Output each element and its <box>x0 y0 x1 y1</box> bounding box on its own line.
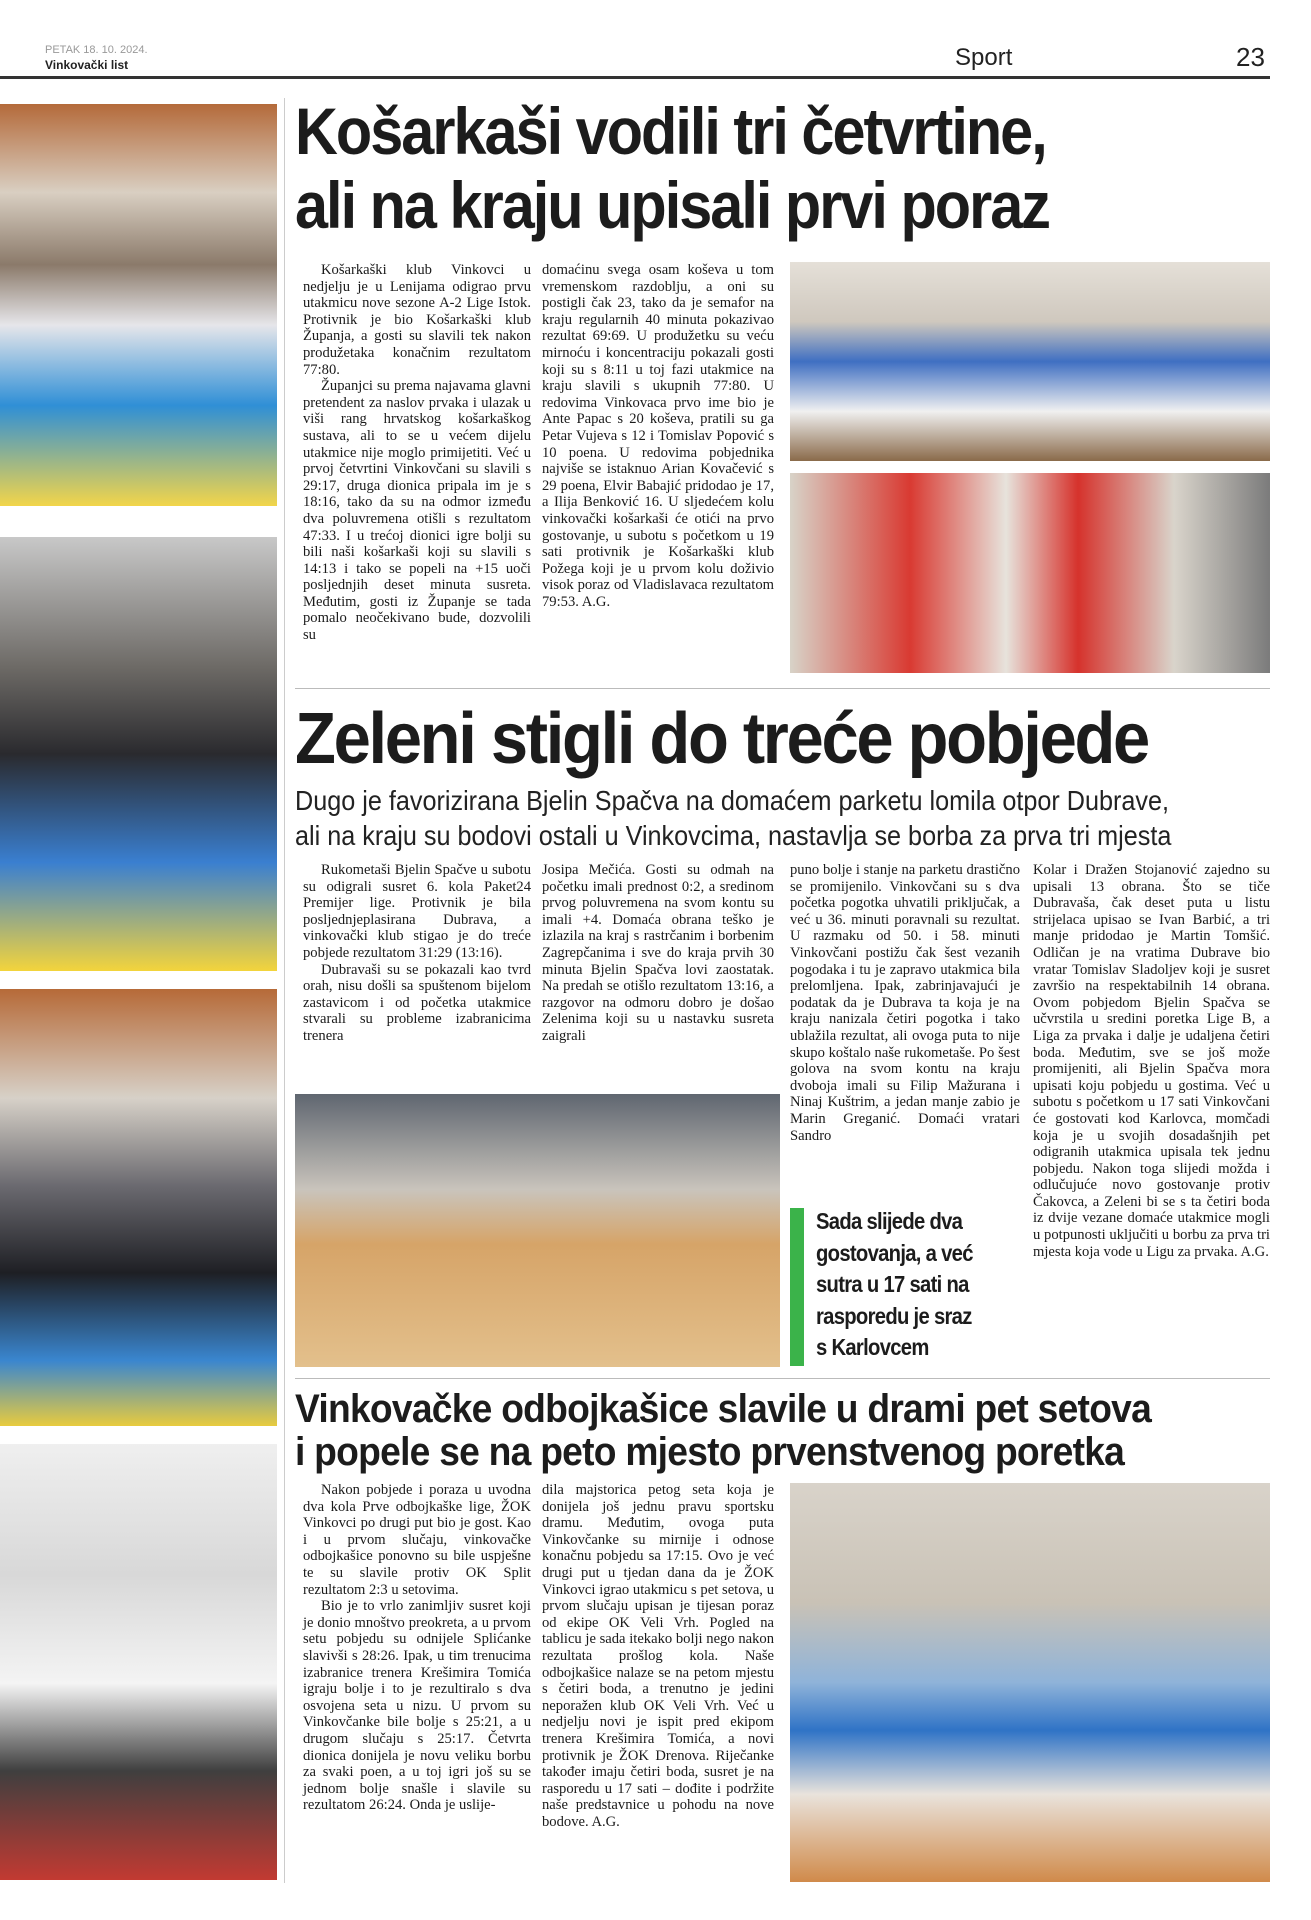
pull-quote <box>790 1208 1020 1366</box>
page-number: 23 <box>1236 42 1265 72</box>
article1-headline <box>295 94 1049 242</box>
paragraph: Rukometaši Bjelin Spačve u subotu su odigrali susret 6. kola Paket24 Premijer lige. Protivnik je bila posljednjeplasirana Dubrava, a vinkovački klub stigao je do treće pobjede rezultatom 31:29 (13:16). <box>303 862 531 961</box>
photo-judo-kids <box>0 104 277 506</box>
paragraph: dila majstorica petog seta koja je donijela još jednu pravu sportsku dramu. Međutim, ovoga puta Vinkovčanke su mirnije i odnose konačnu pobjedu sa 17:15. Ovo je već drugi put u tjedan dana da je ŽOK Vinkovci igrao utakmicu s pet setova, u prvom slučaju upisan je tijesan poraz od ekipe OK Veli Vrh. Pogled na tablicu je sada itekako bolji nego nakon rezultata prošlog kola. Naše odbojkašice nalaze se na petom mjestu s četiri boda, a trenutno je jedini neporažen klub OK Veli Vrh. Već u nedjelju novi je ispit pred ekipom trenera Krešimira Tomića, a novi protivnik je ŽOK Drenova. Riječanke također imaju četiri boda, susret je na rasporedu u 17 sati – dođite i podržite naše predstavnice u pohodu na nove bodove. A.G. <box>542 1482 774 1830</box>
photo-judo-officials <box>0 989 277 1426</box>
paragraph: Josipa Mečića. Gosti su odmah na početku imali prednost 0:2, a sredinom prvog poluvremena na svom kontu su imali +4. Domaća obrana teško je izlazila na kraj s rastrčanim i borbenim Zagrepčanima i sve do kraja prvih 30 minuta Bjelin Spačva lovi zaostatak. Na predah se otišlo rezultatom 13:16, a razgovor na odmoru dobro je došao Zelenima koji su u nastavku susreta zaigrali <box>542 862 774 1044</box>
article3-headline <box>295 1388 1151 1474</box>
newspaper-name: Vinkovački list <box>45 58 129 72</box>
article2-column-2 <box>542 862 774 1045</box>
article2-column-4 <box>1033 862 1270 1260</box>
paragraph: Nakon pobjede i poraza u uvodna dva kola Prve odbojkaške lige, ŽOK Vinkovci po drugi put bio je gost. Kao i u prvom slučaju, vinkovačke odbojkašice ponovno su bile uspješne te su slavile protiv OK Split rezultatom 2:3 u setovima. <box>303 1482 531 1598</box>
pull-quote-line: s Karlovcem <box>816 1334 929 1360</box>
pull-quote-text <box>816 1206 1001 1364</box>
article2-headline: Zeleni stigli do treće pobjede <box>295 699 1148 779</box>
paragraph: domaćinu svega osam koševa u tom vremenskom razdoblju, a oni su postigli čak 23, tako da je semafor na kraju regularnih 40 minuta pokazivao rezultat 69:69. U produžetku su veću mirnoću i koncentraciju pokazali gosti koji su s 8:11 u toj fazi utakmice na kraju slavili s ukupnih 77:80. U redovima Vinkovaca prvo ime bio je Ante Papac s 20 koševa, pratili su ga Petar Vujeva s 12 i Tomislav Popović s 10 poena. U redovima pobjednika najviše se istaknuo Arian Kovačević s 29 poena, Elvir Babajić pridodao je 17, a Ilija Benković 16. U sljedećem kolu vinkovački košarkaši će otići na prvo gostovanje, u subotu s početkom u 19 sati protivnik je Košarkaški klub Požega koji je u prvom kolu doživio visok poraz od Vladislavaca rezultatom 79:53. A.G. <box>542 262 774 610</box>
photo-basketball-action <box>790 473 1270 673</box>
section-title: Sport <box>955 44 1013 71</box>
photo-judo-athletes <box>0 1444 277 1880</box>
pull-quote-line: gostovanja, a već <box>816 1239 973 1266</box>
pull-quote-line: rasporedu je sraz <box>816 1302 972 1329</box>
paragraph: Bio je to vrlo zanimljiv susret koji je donio mnoštvo preokreta, a u prvom setu pobjedu su odnijele Splićanke slavivši s 28:26. Ipak, u tim trenucima izabranice trenera Krešimira Tomića igraju bolje i to je rezultiralo s dva osvojena seta u nizu. U prvom su Vinkovčanke bile bolje s 25:21, a u drugom slučaju s 25:17. Četvrta dionica donijela je novu veliku borbu za svaki poen, a u toj igri još su se jednom bolje snašle i slavile su rezultatom 26:24. Onda je uslije- <box>303 1598 531 1814</box>
photo-judo-referee <box>0 537 277 971</box>
pull-quote-line: Sada slijede dva <box>816 1208 963 1234</box>
headline-line: Vinkovačke odbojkašice slavile u drami pet setova <box>295 1387 1152 1431</box>
header-rule <box>0 76 1270 79</box>
article2-subtitle <box>295 783 1171 853</box>
article3-column-1 <box>303 1482 531 1814</box>
article1-column-1 <box>303 262 531 644</box>
issue-date: PETAK 18. 10. 2024. <box>45 44 148 56</box>
paragraph: Košarkaški klub Vinkovci u nedjelju je u Lenijama odigrao prvu utakmicu nove sezone A-2 Lige Istok. Protivnik je bio Košarkaški klub Županja, a gosti su slavili tek nakon produžetaka konačnim rezultatom 77:80. <box>303 262 531 378</box>
column-separator <box>284 98 285 1883</box>
paragraph: Dubravaši su se pokazali kao tvrd orah, nisu došli sa spuštenom bijelom zastavicom i od početka utakmice stvarali su probleme izabranicima trenera <box>303 961 531 1044</box>
article-divider <box>295 688 1270 689</box>
subtitle-line: Dugo je favorizirana Bjelin Spačva na domaćem parketu lomila otpor Dubrave, <box>295 785 1170 816</box>
article2-column-3 <box>790 862 1020 1144</box>
photo-basketball-team <box>790 262 1270 461</box>
article2-column-1 <box>303 862 531 1045</box>
pull-quote-line: sutra u 17 sati na <box>816 1271 969 1297</box>
article1-column-2 <box>542 262 774 610</box>
article3-column-2 <box>542 1482 774 1830</box>
subtitle-line: ali na kraju su bodovi ostali u Vinkovcima, nastavlja se borba za prva tri mjesta <box>295 820 1172 851</box>
article-divider <box>295 1378 1270 1379</box>
pull-quote-accent-bar <box>790 1208 804 1366</box>
headline-line: Košarkaši vodili tri četvrtine, <box>295 94 1046 168</box>
paragraph: Kolar i Dražen Stojanović zajedno su upisali 13 obrana. Što se tiče Dubravaša, čak deset puta u listu strijelaca upisao se Ivan Barbić, a tri manje pridodao je Martin Tomšić. Odličan je na vratima Dubrave bio vratar Tomislav Sladoljev koji je susret završio na respektabilnih 14 obrana. Ovom pobjedom Bjelin Spačva se učvrstila u sredini poretka Lige B, a Liga za prvaka i dalje je udaljena četiri boda. Međutim, sve se još može promijeniti, ali Bjelin Spačva mora upisati koju pobjedu u gostima. Već u subotu s početkom u 17 sati Vinkovčani će gostovati kod Karlovca, momčadi koja je u svojih dosadašnjih pet odigranih utakmica upisala tek jednu pobjedu. Nakon toga slijedi možda i odlučujuće novo gostovanje protiv Čakovca, a Zeleni bi se s ta četiri boda iz dvije vezane domaće utakmice mogli u potpunosti uključiti u borbu za prva tri mjesta koja vode u Ligu za prvaka. A.G. <box>1033 862 1270 1260</box>
paragraph: Županjci su prema najavama glavni pretendent za naslov prvaka i ulazak u viši rang hrvatskog košarkaškog sustava, ali to se u većem dijelu utakmice nije moglo primijetiti. Već u prvoj četvrtini Vinkovčani su slavili s 29:17, druga dionica pripala im je s 18:16, tako da su na odmor između dva poluvremena otišli s rezultatom 47:33. I u trećoj dionici igre bolji su bili naši košarkaši koji su slavili s 14:13 i tako se popeli na +15 uoči posljednjih deset minuta susreta. Međutim, gosti iz Županje se tada pomalo neočekivano bude, dozvolili su <box>303 378 531 644</box>
headline-line: i popele se na peto mjesto prvenstvenog poretka <box>295 1430 1125 1474</box>
photo-volleyball-team <box>790 1483 1270 1882</box>
headline-line: ali na kraju upisali prvi poraz <box>295 168 1049 242</box>
paragraph: puno bolje i stanje na parketu drastično se promijenilo. Vinkovčani su s dva početka pogotka uhvatili priključak, a već u 36. minuti poravnali su rezultat. U razmaku od 50. i 58. minuti Vinkovčani postižu čak šest vezanih pogodaka i tu je zapravo utakmica bila prelomljena. Ipak, zabrinjavajući je podatak da je Dubrava ta koja je na kraju nanizala četiri pogotka i tako ublažila rezultat, ali ovoga puta to nije skupo koštalo naše rukometaše. Po šest golova na svom kontu na kraju dvoboja imali su Filip Mažurana i Ninaj Kuštrim, a jedan manje zabio je Marin Greganić. Domaći vratari Sandro <box>790 862 1020 1144</box>
photo-handball-match <box>295 1094 780 1367</box>
